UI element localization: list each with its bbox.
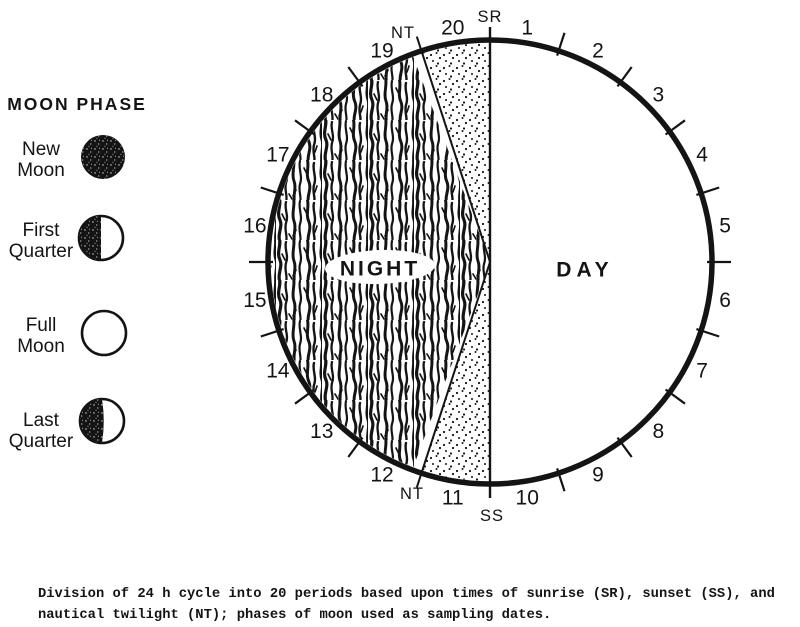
legend-label-line: Quarter <box>8 431 74 452</box>
period-label-8: 8 <box>652 419 665 443</box>
period-label-10: 10 <box>515 486 539 510</box>
legend-label-line: First <box>22 220 60 241</box>
caption-line-2: nautical twilight (NT); phases of moon used as sampling dates. <box>38 608 552 623</box>
period-label-5: 5 <box>719 214 731 238</box>
period-label-14: 14 <box>266 359 290 383</box>
period-label-6: 6 <box>719 288 731 312</box>
period-label-17: 17 <box>266 143 290 167</box>
period-label-16: 16 <box>243 214 267 238</box>
period-label-3: 3 <box>652 83 665 107</box>
nt-label-bottom: NT <box>400 484 424 503</box>
period-label-12: 12 <box>370 463 394 487</box>
period-label-7: 7 <box>696 359 708 383</box>
legend-label-line: New <box>21 139 60 160</box>
day-label: DAY <box>556 258 614 282</box>
period-label-15: 15 <box>243 288 267 312</box>
legend-label-line: Full <box>25 315 57 336</box>
legend-label-line: Last <box>23 410 59 431</box>
period-label-4: 4 <box>696 143 708 167</box>
period-label-18: 18 <box>310 83 334 107</box>
legend-label-line: Moon <box>17 160 65 181</box>
period-label-13: 13 <box>310 419 334 443</box>
period-label-11: 11 <box>441 486 464 510</box>
nt-label-top: NT <box>391 23 415 42</box>
legend-label-line: Quarter <box>8 241 74 262</box>
night-label: NIGHT <box>339 257 421 281</box>
legend-label-line: Moon <box>17 336 65 357</box>
period-label-1: 1 <box>521 16 534 40</box>
caption-line-1: Division of 24 h cycle into 20 periods based upon times of sunrise (SR), sunset (SS), and <box>38 587 775 602</box>
legend-title: MOON PHASE <box>7 94 147 114</box>
figure-caption <box>38 584 798 626</box>
period-label-20: 20 <box>441 16 465 40</box>
period-label-19: 19 <box>370 39 394 63</box>
sunrise-label: SR <box>477 7 503 26</box>
period-label-9: 9 <box>592 463 604 487</box>
sunset-label: SS <box>479 506 505 525</box>
period-label-2: 2 <box>592 39 604 63</box>
